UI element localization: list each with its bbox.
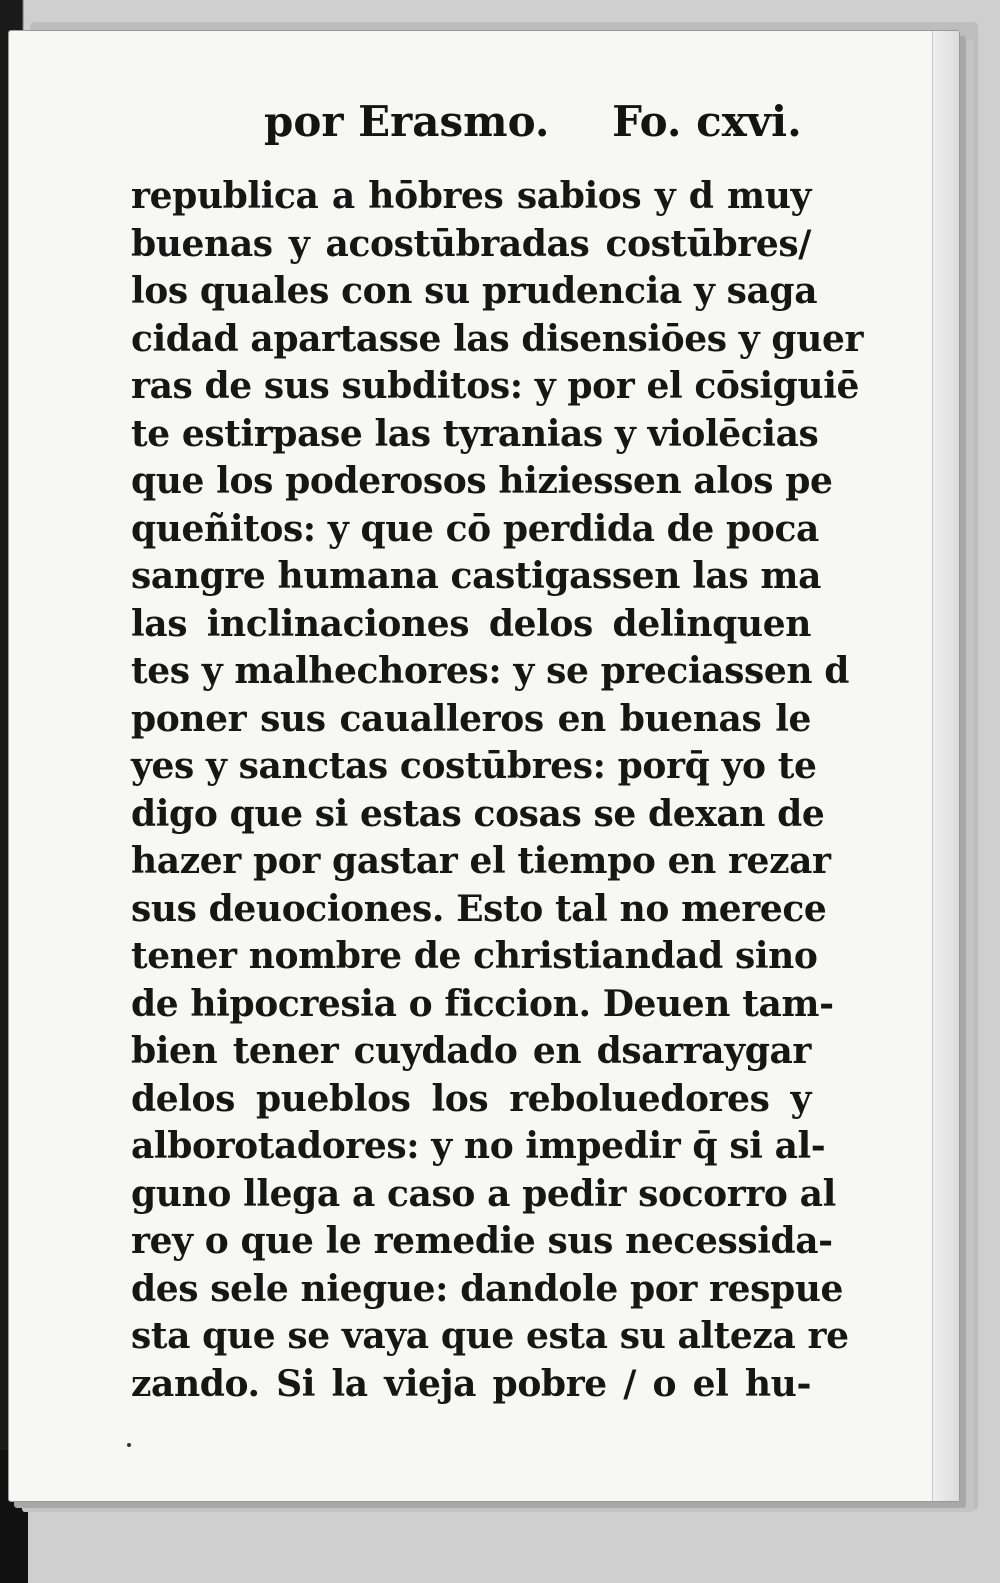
text-line: te estirpase las tyranias y violēcias [131, 412, 819, 455]
text-line: poner sus caualleros en buenas le [131, 697, 811, 740]
text-line: digo que si estas cosas se dexan de [131, 792, 825, 835]
text-line: republica a hōbres sabios y d muy [131, 175, 811, 217]
text-line: yes y sanctas costūbres: porq̄ yo te [131, 745, 817, 787]
text-line: las inclinaciones delos delinquen [131, 602, 811, 645]
running-header [264, 97, 802, 146]
ink-speck [127, 1443, 131, 1447]
book-page [8, 30, 960, 1502]
text-line: sangre humana castigassen las ma [131, 555, 822, 597]
text-line: rey o que le remedie sus necessida- [131, 1220, 833, 1262]
text-line: de hipocresia o ficcion. Deuen tam- [131, 982, 834, 1025]
text-line: buenas y acostūbradas costūbres/ [131, 222, 811, 265]
text-line: los quales con su prudencia y saga [131, 270, 818, 312]
text-line: des sele niegue: dandole por respue [131, 1267, 844, 1310]
text-line: delos pueblos los reboluedores y [131, 1077, 811, 1120]
text-line: alborotadores: y no impedir q̄ si al- [131, 1125, 826, 1167]
folio-number: Fo. cxvi. [612, 97, 802, 146]
text-line: tener nombre de christiandad sino [131, 935, 818, 977]
text-line: ras de sus subditos: y por el cōsiguiē [131, 365, 859, 407]
text-line: guno llega a caso a pedir socorro al [131, 1172, 836, 1215]
text-line: zando. Si la vieja pobre / o el hu- [131, 1362, 811, 1405]
running-title: por Erasmo. [264, 97, 550, 146]
page-edge [932, 31, 959, 1501]
text-line: sus deuociones. Esto tal no merece [131, 887, 827, 930]
text-line: cidad apartasse las disensiōes y guer [131, 317, 864, 360]
text-line: tes y malhechores: y se preciassen d [131, 650, 850, 692]
text-line: sta que se vaya que esta su alteza re [131, 1315, 849, 1357]
text-line: hazer por gastar el tiempo en rezar [131, 840, 831, 882]
text-line: bien tener cuydado en dsarraygar [131, 1030, 811, 1072]
body-text [131, 173, 864, 1408]
text-line: queñitos: y que cō perdida de poca [131, 507, 819, 550]
text-line: que los poderosos hiziessen alos pe [131, 460, 833, 502]
